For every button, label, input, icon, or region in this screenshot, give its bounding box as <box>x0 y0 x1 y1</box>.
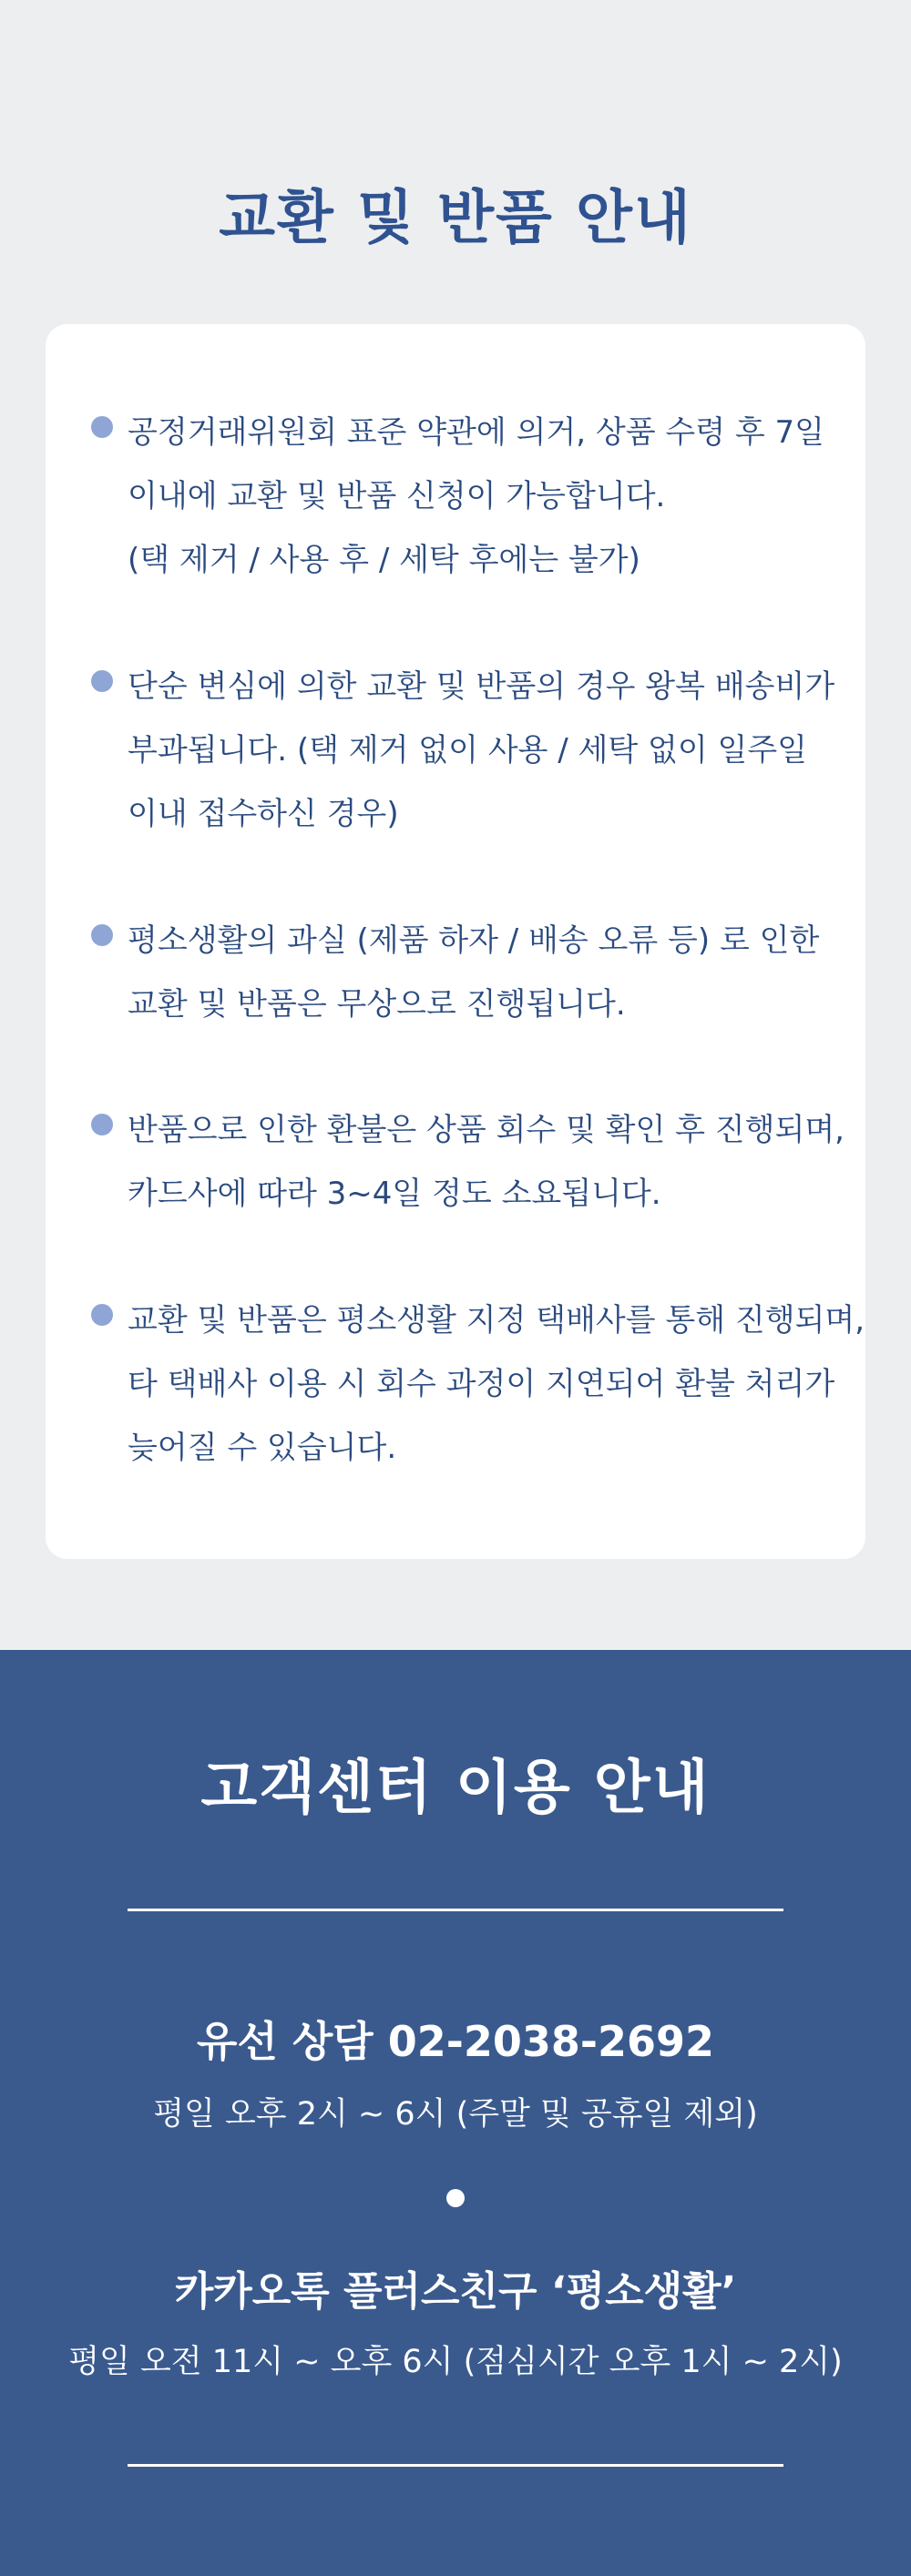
customer-center-section <box>0 1650 911 2576</box>
policy-text-line: 공정거래위원회 표준 약관에 의거, 상품 수령 후 7일 <box>128 414 824 451</box>
kakao-plus-friend-heading: 카카오톡 플러스친구 ‘평소생활’ <box>174 2268 737 2315</box>
policy-text-line: 이내 접수하신 경우) <box>128 796 399 832</box>
policy-text-line: 이내에 교환 및 반품 신청이 가능합니다. <box>128 478 666 514</box>
policy-item <box>91 1098 844 1226</box>
bullet-dot-icon <box>91 924 113 946</box>
top-divider <box>128 1909 783 1911</box>
phone-hours-text: 평일 오후 2시 ~ 6시 (주말 및 공휴일 제외) <box>153 2096 758 2133</box>
bullet-dot-icon <box>91 416 113 438</box>
policy-text-line: 부과됩니다. (택 제거 없이 사용 / 세탁 없이 일주일 <box>128 732 808 769</box>
policy-item <box>91 401 838 592</box>
policy-item <box>91 909 838 1036</box>
policy-text-line: 카드사에 따라 3~4일 정도 소요됩니다. <box>128 1176 661 1212</box>
customer-center-title: 고객센터 이용 안내 <box>200 1755 711 1822</box>
bullet-dot-icon <box>91 670 113 692</box>
policy-text-line: 교환 및 반품은 무상으로 진행됩니다. <box>128 986 626 1023</box>
policy-item <box>91 655 838 846</box>
separator-dot-icon <box>446 2189 465 2207</box>
phone-consultation-heading: 유선 상담 02-2038-2692 <box>196 2017 715 2066</box>
policy-text-line: 타 택배사 이용 시 회수 과정이 지연되어 환불 처리가 <box>128 1366 835 1402</box>
kakao-hours-text: 평일 오전 11시 ~ 오후 6시 (점심시간 오후 1시 ~ 2시) <box>68 2344 843 2380</box>
policy-text-line: 평소생활의 과실 (제품 하자 / 배송 오류 등) 로 인한 <box>128 922 820 959</box>
bullet-dot-icon <box>91 1114 113 1135</box>
policy-text-line: 늦어질 수 있습니다. <box>128 1430 397 1466</box>
policy-text-line: 교환 및 반품은 평소생활 지정 택배사를 통해 진행되며, <box>128 1302 865 1339</box>
bullet-dot-icon <box>91 1304 113 1326</box>
policy-text-line: (택 제거 / 사용 후 / 세탁 후에는 불가) <box>128 542 640 578</box>
exchange-return-card <box>46 324 865 1559</box>
bottom-divider <box>128 2464 783 2467</box>
policy-text-line: 반품으로 인한 환불은 상품 회수 및 확인 후 진행되며, <box>128 1112 844 1148</box>
policy-item <box>91 1288 865 1480</box>
policy-text-line: 단순 변심에 의한 교환 및 반품의 경우 왕복 배송비가 <box>128 668 835 705</box>
exchange-return-title: 교환 및 반품 안내 <box>219 185 692 252</box>
